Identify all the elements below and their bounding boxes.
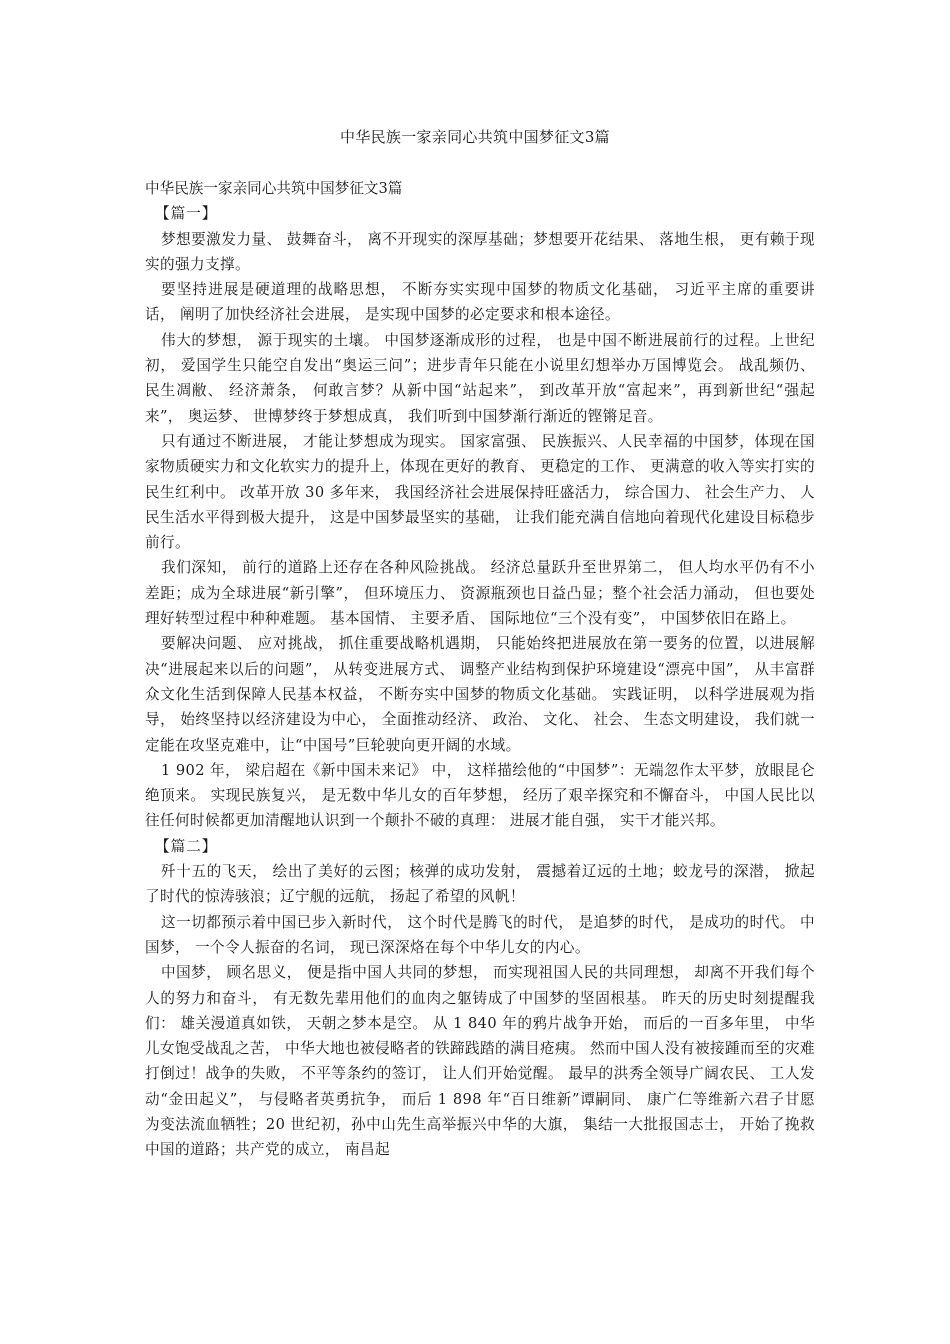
section-heading-1: 【篇一】 xyxy=(155,205,218,223)
paragraph: 中国梦， 顾名思义， 便是指中国人共同的梦想， 而实现祖国人民的共同理想， 却离不开我们每个人的努力和奋斗， 有无数先辈用他们的血肉之躯铸成了中国梦的坚固根基。 昨天的历史时刻提醒我们： 雄关漫道真如铁， 天朝之梦本是空。 从 1 840 年的鸦片战争开始， 而后的一百多年里， 中华儿女饱受战乱之苦， 中华大地也被侵略者的铁蹄践踏的满目疮痍。 然而中国人没有被接踵而至的灾难打倒过！战争的失败， 不平等条约的签订， 让人们开始觉醒。 最早的洪秀全领导广阔农民、 工人发动“金田起义”， 与侵略者英勇抗争， 而后 1 898 年“百日维新”谭嗣同、 康广仁等维新六君子甘愿为变法流血牺牲；20 世纪初，孙中山先生高举振兴中华的大旗， 集结一大批报国志士， 开始了挽救中国的道路；共产党的成立， 南昌起 xyxy=(145,964,815,1159)
paragraph: 这一切都预示着中国已步入新时代， 这个时代是腾飞的时代， 是追梦的时代， 是成功的时代。 中国梦， 一个令人振奋的名词， 现已深深烙在每个中华儿女的内心。 xyxy=(145,913,815,956)
document-title: 中华民族一家亲同心共筑中国梦征文3篇 xyxy=(340,128,610,146)
section-heading-2: 【篇二】 xyxy=(155,837,218,855)
document-body xyxy=(145,176,815,1163)
paragraph: 歼十五的飞天， 绘出了美好的云图；核弹的成功发射， 震撼着辽远的土地；蛟龙号的深潜， 掀起了时代的惊涛骇浪；辽宁舰的远航， 扬起了希望的风帆！ xyxy=(145,863,815,906)
paragraph: 我们深知， 前行的道路上还存在各种风险挑战。 经济总量跃升至世界第二， 但人均水平仍有不小差距；成为全球进展“新引擎”， 但环境压力、 资源瓶颈也日益凸显；整个社会活力涌动， 但也要处理好转型过程中种种难题。 基本国情、 主要矛盾、 国际地位“三个没有变”， 中国梦依旧在路上。 xyxy=(145,559,815,628)
paragraph: 要坚持进展是硬道理的战略思想， 不断夯实实现中国梦的物质文化基础， 习近平主席的重要讲话， 阐明了加快经济社会进展， 是实现中国梦的必定要求和根本途径。 xyxy=(145,281,815,324)
paragraph: 伟大的梦想， 源于现实的土壤。 中国梦逐渐成形的过程， 也是中国不断进展前行的过程。上世纪初， 爱国学生只能空自发出“奥运三问”；进步青年只能在小说里幻想举办万国博览会。 战乱频仍、 民生凋敝、 经济萧条， 何敢言梦？从新中国“站起来”， 到改革开放“富起来”，再到新世纪“强起来”， 奥运梦、 世博梦终于梦想成真， 我们听到中国梦渐行渐近的铿锵足音。 xyxy=(145,331,815,425)
paragraph: 只有通过不断进展， 才能让梦想成为现实。 国家富强、 民族振兴、人民幸福的中国梦，体现在国家物质硬实力和文化软实力的提升上，体现在更好的教育、 更稳定的工作、 更满意的收入等实打实的民生红利中。 改革开放 30 多年来， 我国经济社会进展保持旺盛活力， 综合国力、 社会生产力、 人民生活水平得到极大提升， 这是中国梦最坚实的基础， 让我们能充满自信地向着现代化建设目标稳步前行。 xyxy=(145,432,815,552)
paragraph: 1 902 年， 梁启超在《新中国未来记》 中， 这样描绘他的“中国梦”：无端忽作太平梦，放眼昆仑绝顶来。 实现民族复兴， 是无数中华儿女的百年梦想， 经历了艰辛探究和不懈奋斗， 中国人民比以往任何时候都更加清醒地认识到一个颠扑不破的真理： 进展才能自强， 实干才能兴邦。 xyxy=(145,761,815,830)
paragraph: 要解决问题、 应对挑战， 抓住重要战略机遇期， 只能始终把进展放在第一要务的位置，以进展解决“进展起来以后的问题”， 从转变进展方式、 调整产业结构到保护环境建设“漂亮中国”， 从丰富群众文化生活到保障人民基本权益， 不断夯实中国梦的物质文化基础。 实践证明， 以科学进展观为指导， 始终坚持以经济建设为中心， 全面推动经济、 政治、 文化、 社会、 生态文明建设， 我们就一定能在攻坚克难中，让“中国号”巨轮驶向更开阔的水域。 xyxy=(145,635,815,754)
paragraph: 梦想要激发力量、 鼓舞奋斗， 离不开现实的深厚基础；梦想要开花结果、 落地生根， 更有赖于现实的强力支撑。 xyxy=(145,230,815,273)
document-subtitle: 中华民族一家亲同心共筑中国梦征文3篇 xyxy=(145,180,403,197)
